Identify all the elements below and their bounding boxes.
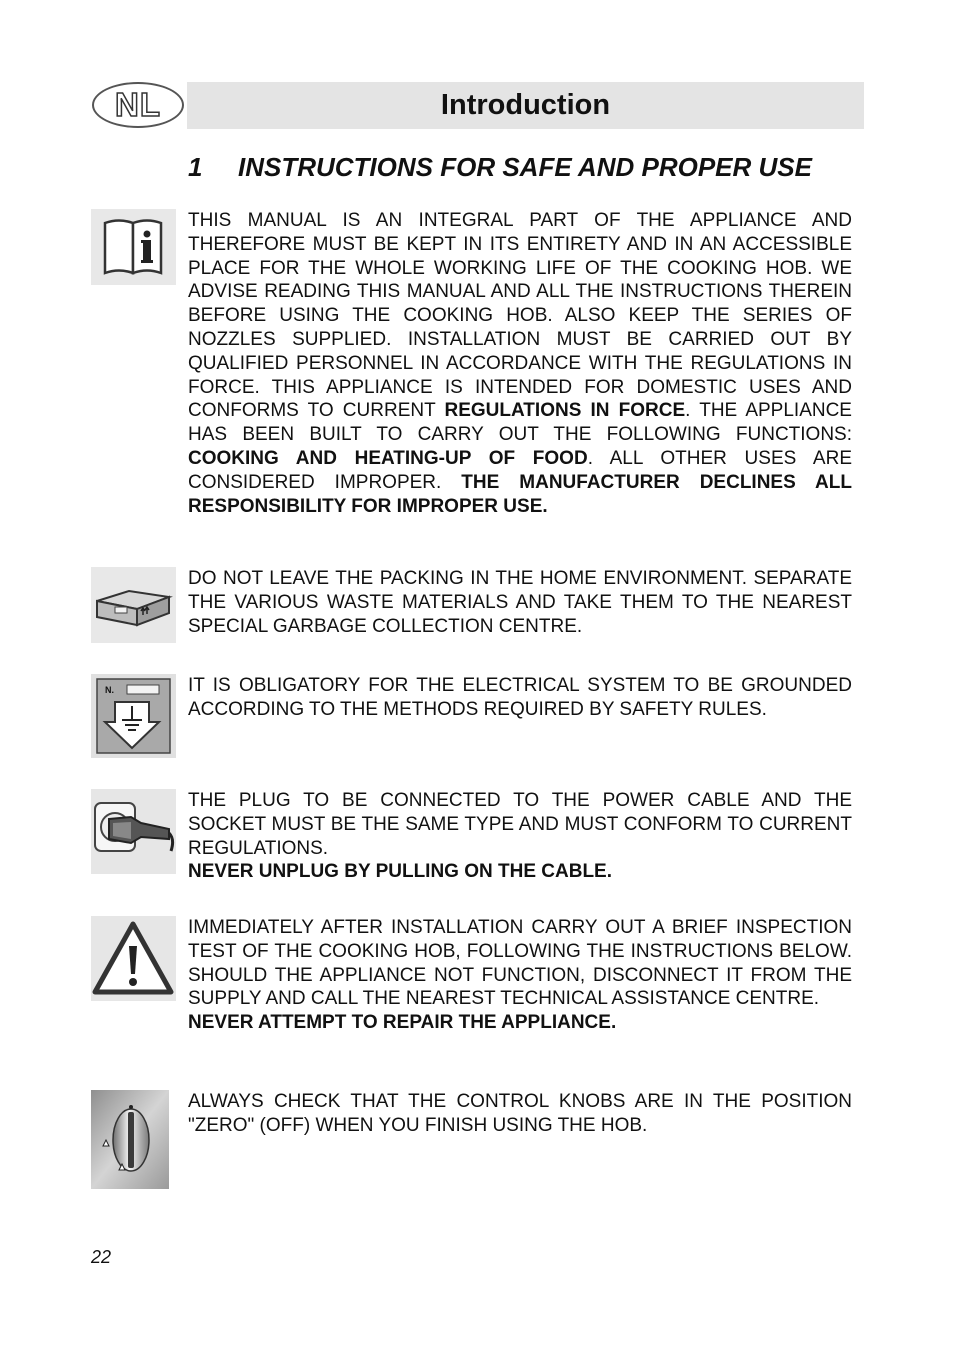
intro-paragraph — [188, 209, 852, 518]
plug-paragraph — [188, 789, 852, 884]
section-heading — [188, 152, 812, 183]
paragraph-bold-text: REGULATIONS IN FORCE — [444, 400, 686, 422]
paragraph-text: IMMEDIATELY AFTER INSTALLATION CARRY OUT A BRIEF INSPECTION TEST OF THE COOKING HOB, FOLLOWING THE INSTRUCTIONS BELOW. SHOULD THE APPLIANCE NOT FUNCTION, DISCONNECT IT FROM THE SUPPLY AND CALL THE NEAREST TECHNICAL ASSISTANCE CENTRE. — [188, 917, 852, 1010]
chapter-header — [187, 82, 864, 129]
grounding-paragraph: IT IS OBLIGATORY FOR THE ELECTRICAL SYSTEM TO BE GROUNDED ACCORDING TO THE METHODS REQUIRED BY SAFETY RULES. — [188, 675, 852, 720]
plug-socket-icon — [91, 789, 176, 874]
ground-symbol-icon — [91, 674, 176, 758]
paragraph-bold-text: THE MANUFACTURER DECLINES ALL RESPONSIBILITY FOR IMPROPER USE. — [188, 471, 852, 517]
warning-triangle-icon — [91, 916, 176, 1001]
paragraph-text: THE PLUG TO BE CONNECTED TO THE POWER CABLE AND THE SOCKET MUST BE THE SAME TYPE AND MUST CONFORM TO CURRENT REGULATIONS. — [188, 790, 852, 859]
packing-paragraph: DO NOT LEAVE THE PACKING IN THE HOME ENVIRONMENT. SEPARATE THE VARIOUS WASTE MATERIALS AND TAKE THEM TO THE NEAREST SPECIAL GARBAGE COLLECTION CENTRE. — [188, 568, 852, 637]
warning-paragraph — [188, 916, 852, 1035]
paragraph-bold-text: NEVER ATTEMPT TO REPAIR THE APPLIANCE. — [188, 1012, 617, 1034]
knob-paragraph: ALWAYS CHECK THAT THE CONTROL KNOBS ARE IN THE POSITION "ZERO" (OFF) WHEN YOU FINISH USING THE HOB. — [188, 1091, 852, 1136]
paragraph-text: THIS MANUAL IS AN INTEGRAL PART OF THE APPLIANCE AND THEREFORE MUST BE KEPT IN ITS ENTIRETY AND IN AN ACCESSIBLE PLACE FOR THE WHOLE WORKING LIFE OF THE COOKING HOB. WE ADVISE READING THIS MANUAL AND ALL THE INSTRUCTIONS THEREIN BEFORE USING THE COOKING HOB. ALSO KEEP THE SERIES OF NOZZLES SUPPLIED. INSTALLATION MUST BE CARRIED OUT BY QUALIFIED PERSONNEL IN ACCORDANCE WITH THE REGULATIONS IN FORCE. THIS APPLIANCE IS INTENDED FOR DOMESTIC USES AND CONFORMS TO CURRENT — [188, 210, 852, 422]
language-badge: NL — [92, 82, 184, 128]
packing-box-icon — [91, 567, 176, 643]
paragraph-text: . ALL OTHER USES ARE CONSIDERED IMPROPER. — [188, 447, 852, 493]
section-number: 1 — [188, 152, 203, 182]
paragraph-bold-text: COOKING AND HEATING-UP OF FOOD — [188, 447, 588, 469]
control-knob-icon — [91, 1090, 169, 1189]
page-number: 22 — [91, 1247, 112, 1267]
paragraph-text: . THE APPLIANCE HAS BEEN BUILT TO CARRY OUT THE FOLLOWING FUNCTIONS: — [188, 400, 852, 446]
paragraph-bold-text: NEVER UNPLUG BY PULLING ON THE CABLE. — [188, 861, 613, 883]
section-title: INSTRUCTIONS FOR SAFE AND PROPER USE — [238, 152, 812, 182]
manual-info-icon — [91, 209, 176, 285]
chapter-title: Introduction — [440, 89, 611, 121]
ground-label: N. — [105, 685, 114, 695]
